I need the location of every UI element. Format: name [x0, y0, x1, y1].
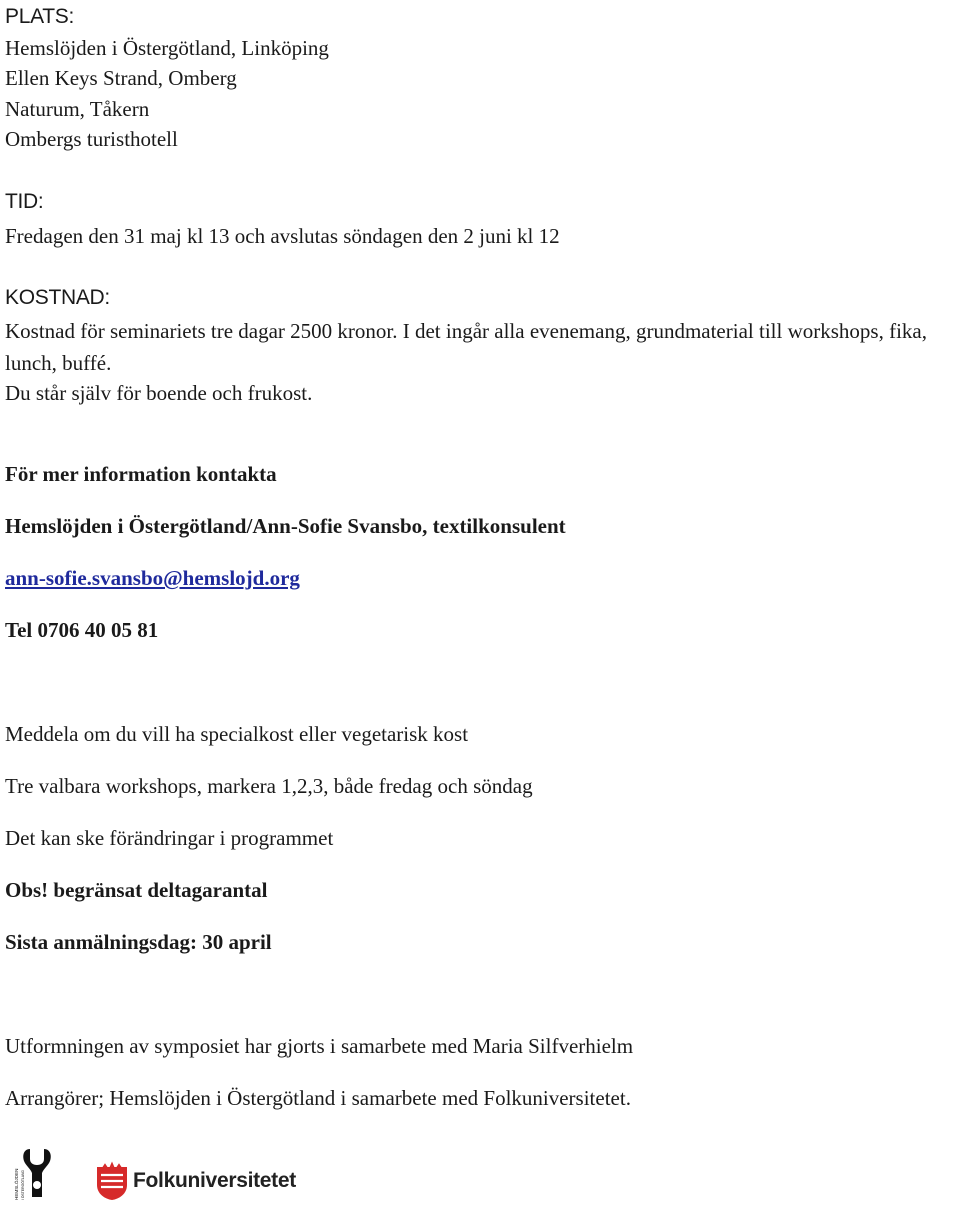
note-food: Meddela om du vill ha specialkost eller vegetarisk kost — [5, 722, 469, 746]
credits-design: Utformningen av symposiet har gjorts i samarbete med Maria Silfverhielm — [5, 1034, 634, 1058]
folkuniversitetet-name: Folkuniversitetet — [133, 1169, 296, 1192]
folkuniversitetet-emblem — [95, 1161, 129, 1201]
credits-organizers: Arrangörer; Hemslöjden i Östergötland i samarbete med Folkuniversitetet. — [5, 1086, 631, 1110]
contact-person: Hemslöjden i Östergötland/Ann-Sofie Svansbo, textilkonsulent — [5, 514, 566, 538]
note-limited: Obs! begränsat deltagarantal — [5, 878, 268, 902]
note-deadline: Sista anmälningsdag: 30 april — [5, 930, 272, 954]
plats-item-4: Ombergs turisthotell — [5, 127, 178, 151]
plats-heading: PLATS: — [5, 5, 75, 28]
kostnad-note: Du står själv för boende och frukost. — [5, 381, 313, 405]
hemslojden-logo — [8, 1145, 70, 1201]
kostnad-heading: KOSTNAD: — [5, 286, 110, 309]
contact-intro: För mer information kontakta — [5, 462, 277, 486]
hemslojden-logo-mark — [8, 1145, 70, 1201]
note-changes: Det kan ske förändringar i programmet — [5, 826, 334, 850]
plats-item-3: Naturum, Tåkern — [5, 97, 150, 121]
note-workshops: Tre valbara workshops, markera 1,2,3, både fredag och söndag — [5, 774, 533, 798]
contact-phone: Tel 0706 40 05 81 — [5, 618, 159, 642]
plats-item-2: Ellen Keys Strand, Omberg — [5, 66, 237, 90]
kostnad-text: Kostnad för seminariets tre dagar 2500 kronor. I det ingår alla evenemang, grundmaterial till workshops, fika, lunch, buffé. — [5, 319, 927, 375]
svg-text:I ÖSTERGÖTLAND: I ÖSTERGÖTLAND — [21, 1170, 25, 1200]
svg-text:HEMSLÖJDEN: HEMSLÖJDEN — [14, 1168, 19, 1200]
folkuniversitetet-logo — [95, 1160, 296, 1202]
tid-text: Fredagen den 31 maj kl 13 och avslutas söndagen den 2 juni kl 12 — [5, 224, 560, 248]
plats-item-1: Hemslöjden i Östergötland, Linköping — [5, 36, 329, 60]
contact-email-link[interactable]: ann-sofie.svansbo@hemslojd.org — [5, 566, 300, 590]
tid-heading: TID: — [5, 190, 44, 213]
